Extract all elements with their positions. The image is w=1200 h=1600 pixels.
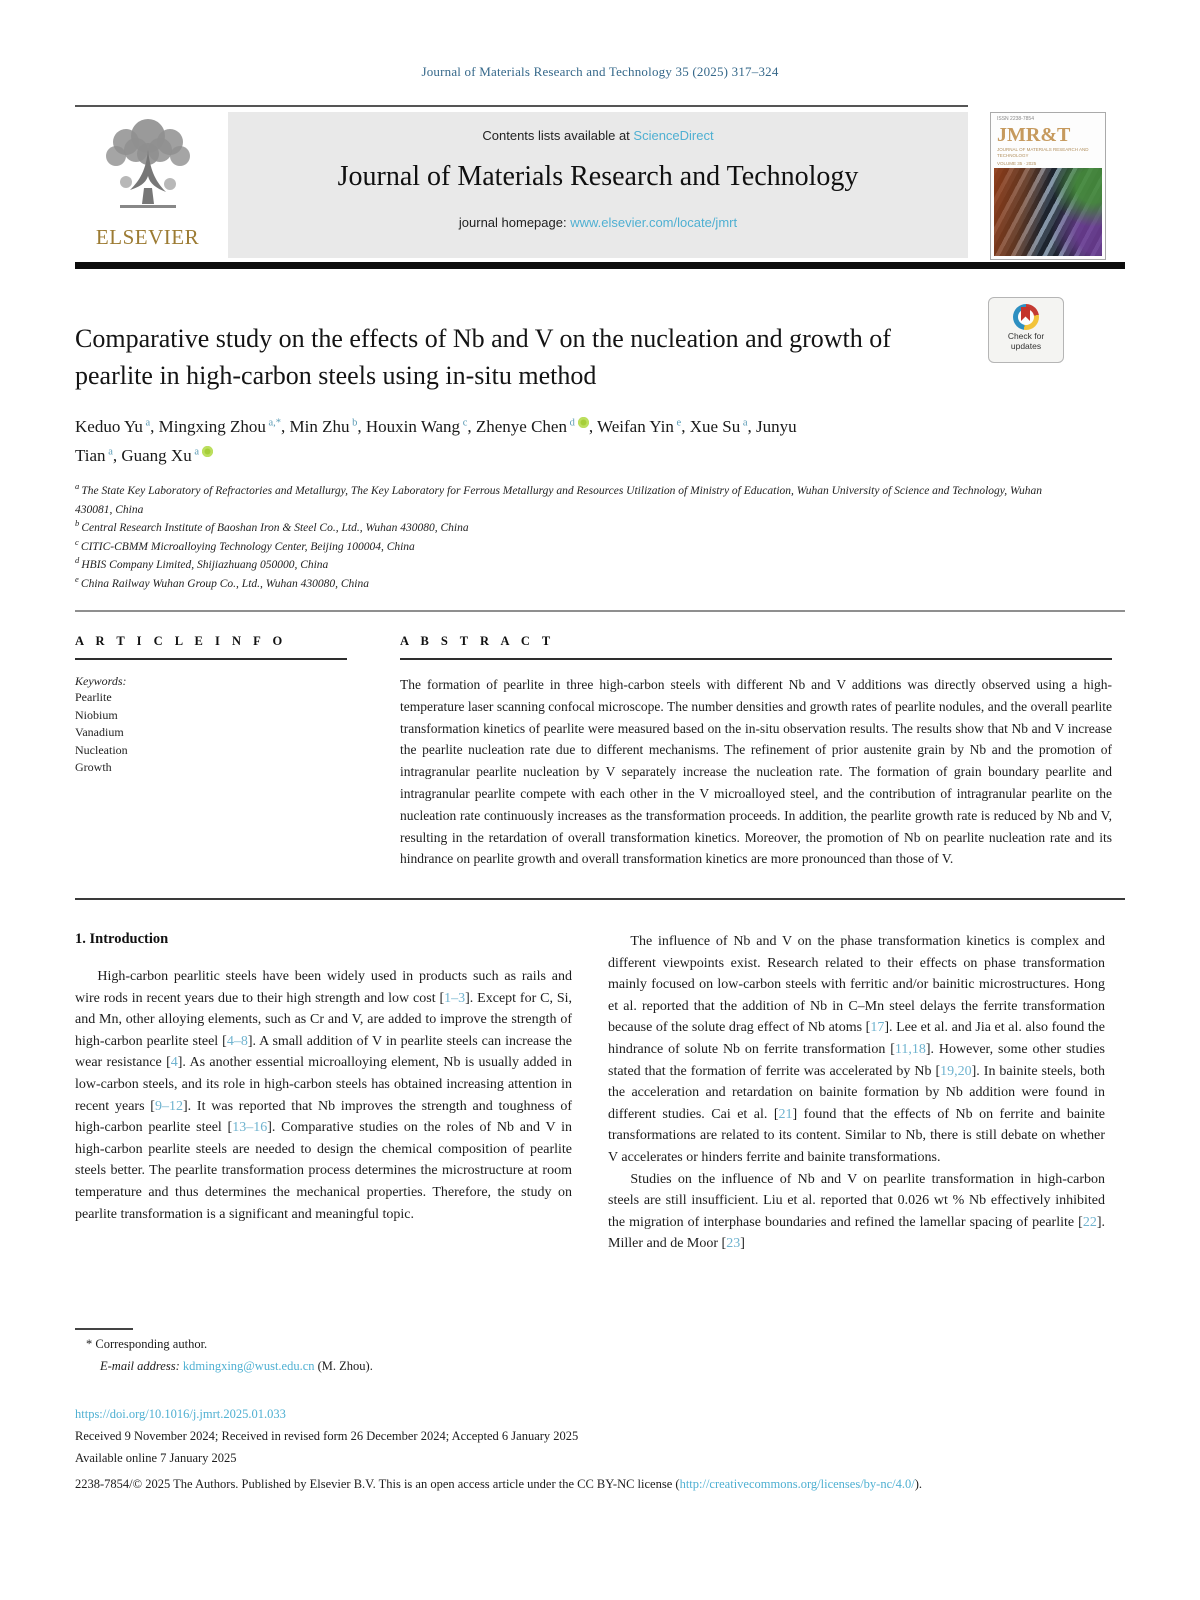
- affiliation: $^b$ Central Research Institute of Baoshan Iron & Steel Co., Ltd., Wuhan 430080, China: [75, 518, 469, 534]
- homepage-prefix: journal homepage:: [458, 215, 571, 230]
- email-label: E-mail address:: [100, 1359, 180, 1373]
- abstract-heading: A B S T R A C T: [400, 634, 555, 648]
- keywords-label: Keywords:: [75, 674, 127, 688]
- abstract-underline: [400, 658, 1112, 660]
- article-info-underline: [75, 658, 347, 660]
- license-link[interactable]: http://creativecommons.org/licenses/by-nc/4.0/: [679, 1477, 915, 1491]
- author: Mingxing Zhou $^{a,*}$: [158, 417, 282, 436]
- doi-link-line: [75, 1407, 286, 1422]
- affiliation: $^c$ CITIC-CBMM Microalloying Technology Center, Beijing 100004, China: [75, 536, 415, 553]
- author: Junyu Tian $^a$: [75, 417, 797, 465]
- article-info-heading: A R T I C L E I N F O: [75, 634, 287, 648]
- journal-header-box: [228, 112, 968, 258]
- author: Guang Xu $^a$: [121, 446, 213, 465]
- abstract-column: [400, 634, 1112, 870]
- body-column-left: [75, 966, 572, 1225]
- body-column-right: [608, 931, 1105, 1255]
- author: Zhenye Chen $^d$: [476, 417, 589, 436]
- header-top-rule: [75, 105, 968, 107]
- affiliation: $^a$ The State Key Laboratory of Refractories and Metallurgy, The Key Laboratory for Ferrous Metallurgy and Resources Utilization of Ministry of Education, Wuhan University of Science and Technology, Wuhan 430081, China: [75, 481, 1042, 516]
- article-info-column: [75, 634, 347, 777]
- orcid-icon[interactable]: [202, 446, 213, 457]
- info-section-top-rule: [75, 610, 1125, 612]
- header-thick-rule: [75, 262, 1125, 269]
- contents-prefix: Contents lists available at: [482, 128, 634, 143]
- homepage-link[interactable]: www.elsevier.com/locate/jmrt: [570, 215, 738, 230]
- keyword: Vanadium: [75, 725, 124, 739]
- keyword: Nucleation: [75, 742, 128, 757]
- email-link[interactable]: kdmingxing@wust.edu.cn: [182, 1359, 315, 1373]
- cover-issn: ISSN 2238-7854: [997, 116, 1034, 122]
- author: Houxin Wang $^c$: [365, 417, 468, 436]
- author: Weifan Yin $^e$: [597, 417, 682, 436]
- cover-brand: JMR&T: [997, 124, 1071, 146]
- available-online: Available online 7 January 2025: [75, 1451, 237, 1465]
- journal-title: Journal of Materials Research and Technology: [337, 161, 859, 192]
- corresponding-author-note: * Corresponding author.: [86, 1337, 208, 1351]
- cover-image: [994, 168, 1102, 256]
- affiliation-list: [75, 482, 1055, 593]
- keyword-list: [75, 689, 347, 777]
- journal-cover-thumbnail[interactable]: [990, 112, 1106, 260]
- check-updates-label: Check for updates: [1007, 331, 1045, 351]
- keyword: Growth: [75, 760, 112, 774]
- footnote-rule: [75, 1328, 133, 1330]
- copyright-line: [75, 1473, 1125, 1495]
- check-for-updates-badge[interactable]: [988, 297, 1064, 363]
- page-header-citation: Journal of Materials Research and Technology 35 (2025) 317–324: [421, 64, 779, 79]
- section-heading-introduction: 1. Introduction: [75, 931, 169, 947]
- doi-link[interactable]: https://doi.org/10.1016/j.jmrt.2025.01.033: [75, 1407, 286, 1421]
- author-list: Keduo Yu $^a$, Mingxing Zhou $^{a,*}$, Min Zhu $^b$, Houxin Wang $^c$, Zhenye Chen $^d$ , Weifan Yin $^e$, Xue Su $^a$, Junyu Tian $^a$, Guang Xu $^a$: [75, 417, 797, 465]
- cover-subtitle: JOURNAL OF MATERIALS RESEARCH AND TECHNOLOGY: [997, 147, 1089, 158]
- orcid-icon[interactable]: [578, 417, 589, 428]
- body-paragraph: High-carbon pearlitic steels have been widely used in products such as rails and wire rods in recent years due to their high strength and low cost [1–3]. Except for C, Si, and Mn, other alloying elements, such as Cr and V, are added to improve the strength of high-carbon pearlite steel [4–8]. A small addition of V in pearlite steels can increase the wear resistance [4]. As another essential microalloying element, Nb is usually added in low-carbon steels, and its role in high-carbon steels has obtained increasing attention in recent years [9–12]. It was reported that Nb improves the strength and toughness of high-carbon pearlite steel [13–16]. Comparative studies on the roles of Nb and V in high-carbon pearlite steels are needed to design the chemical composition of pearlite steels better. The pearlite transformation process determines the microstructure at room temperature and thus determines the mechanical properties. Therefore, the study on pearlite transformation is a significant and meaningful topic.: [75, 969, 572, 1222]
- contents-line: [228, 128, 968, 143]
- keyword: Niobium: [75, 707, 118, 722]
- homepage-line: [228, 215, 968, 230]
- email-line: [100, 1359, 373, 1374]
- author: Min Zhu $^b$: [289, 417, 358, 436]
- affiliation: $^e$ China Railway Wuhan Group Co., Ltd., Wuhan 430080, China: [75, 573, 369, 590]
- author: Keduo Yu $^a$: [75, 417, 151, 436]
- copyright-suffix: ).: [914, 1477, 922, 1491]
- copyright-text: 2238-7854/© 2025 The Authors. Published by Elsevier B.V. This is an open access article under the CC BY-NC license (: [75, 1477, 680, 1491]
- affiliation: $^d$ HBIS Company Limited, Shijiazhuang 050000, China: [75, 555, 329, 571]
- author: Xue Su $^a$: [689, 417, 748, 436]
- cover-volume-band: VOLUME 35 · 2025: [997, 161, 1037, 166]
- article-title: Comparative study on the effects of Nb and V on the nucleation and growth of pearlite in high-carbon steels using in-situ method: [75, 324, 891, 390]
- body-paragraph: Studies on the influence of Nb and V on pearlite transformation in high-carbon steels are still insufficient. Liu et al. reported that 0.026 wt % Nb effectively inhibited the migration of interphase boundaries and refined the lamellar spacing of pearlite [22]. Miller and de Moor [23]: [608, 1171, 1105, 1252]
- sciencedirect-link[interactable]: ScienceDirect: [633, 128, 714, 143]
- keyword: Pearlite: [75, 690, 112, 704]
- email-suffix: (M. Zhou).: [314, 1359, 373, 1373]
- body-paragraph: The influence of Nb and V on the phase transformation kinetics is complex and different viewpoints exist. Research related to their effects on phase transformation mainly focused on low-carbon steels with ferritic and/or bainitic microstructures. Hong et al. reported that the addition of Nb in C–Mn steel delays the ferrite transformation because of the solute drag effect of Nb atoms [17]. Lee et al. and Jia et al. also found the hindrance of solute Nb on ferrite transformation [11,18]. However, some other studies stated that the formation of ferrite was accelerated by Nb [19,20]. In bainite steels, both the acceleration and retardation on bainite formation by Nb addition were found in different studies. Cai et al. [21] found that the effects of Nb on ferrite and bainite transformations are related to its content. Similar to Nb, there is still debate on whether V accelerates or hinders ferrite and bainite transformations.: [608, 934, 1106, 1165]
- elsevier-wordmark: ELSEVIER: [95, 225, 200, 249]
- abstract-bottom-rule: [75, 898, 1125, 900]
- received-dates: Received 9 November 2024; Received in revised form 26 December 2024; Accepted 6 January 2025: [75, 1429, 579, 1443]
- abstract-text: The formation of pearlite in three high-carbon steels with different Nb and V additions was directly observed using a high-temperature laser scanning confocal microscope. The number densities and growth rates of pearlite nodules, and the overall pearlite transformation kinetics of pearlite were measured based on the in-situ observation results. The results show that Nb and V increase the pearlite nucleation rate due to different mechanisms. The refinement of prior austenite grain by Nb and the promotion of intragranular pearlite nucleation by V separately increase the nucleation rate. The formation of grain boundary pearlite and intragranular pearlite compete with each other in the V microalloyed steel, and the contribution of intragranular pearlite on the nucleation rate continuously increases as the transformation proceeds. In addition, the pearlite growth rate is reduced by Nb and V, resulting in the retardation of overall transformation kinetics. Moreover, the promotion of Nb on pearlite nucleation rate and its hindrance on pearlite growth and overall transformation kinetics are more pronounced than those of V.: [400, 677, 1112, 867]
- elsevier-tree-icon: [96, 110, 200, 222]
- elsevier-logo[interactable]: [75, 110, 220, 258]
